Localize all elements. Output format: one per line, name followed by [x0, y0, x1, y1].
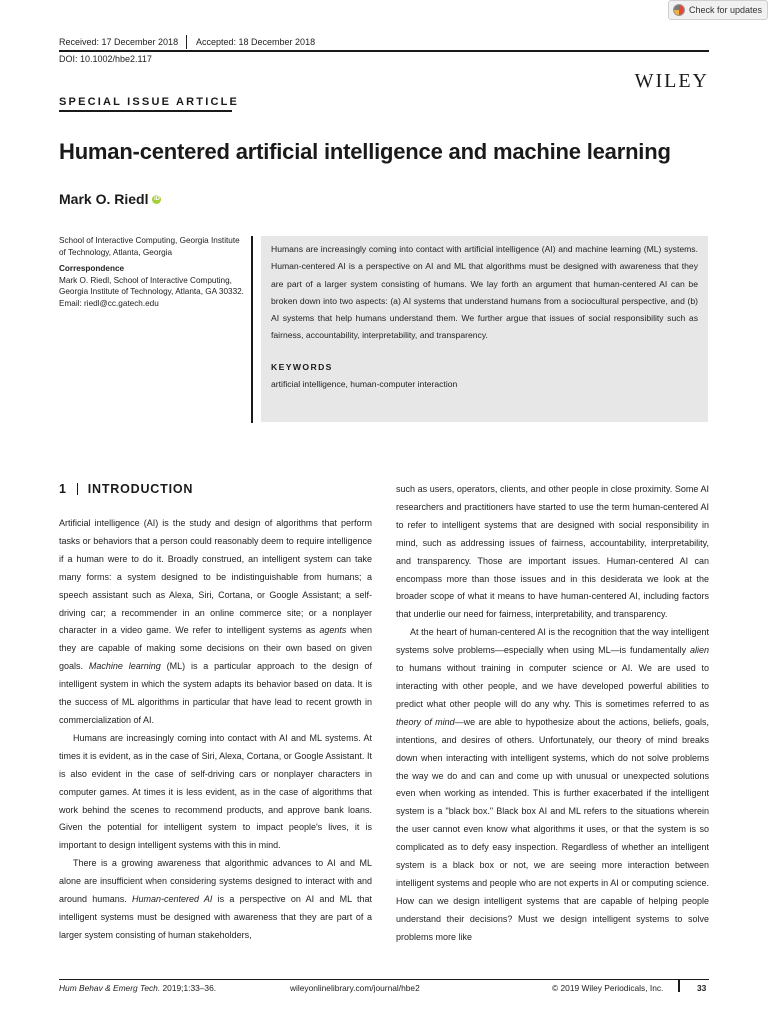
body-column-left	[59, 515, 372, 945]
article-type-underline	[59, 110, 232, 112]
page-number: 33	[697, 983, 707, 993]
text-run: is a perspective on AI and ML that intelligent systems must be designed with awareness that they are part of a larger system consisting of human stakeholders,	[59, 894, 372, 940]
paragraph	[59, 515, 372, 730]
text-run: At the heart of human-centered AI is the recognition that the way intelligent systems solve problems—especially when using ML—is fundamentally	[396, 627, 709, 656]
accepted-date: Accepted: 18 December 2018	[196, 37, 316, 47]
article-title: Human-centered artificial intelligence and machine learning	[59, 139, 671, 164]
section-divider	[77, 483, 78, 495]
abstract-text: Humans are increasingly coming into contact with artificial intelligence (AI) and machine learning (ML) systems. Human-centered AI is a perspective on AI and ML that algorithms must be designed with awareness that they are part of a larger system consisting of humans. We lay forth an argument that human-centered AI can be broken down into two aspects: (a) AI systems that understand humans from a sociocultural perspective, and (b) AI systems that help humans understand them. We further argue that issues of social responsibility such as fairness, accountability, interpretability, and transparency.	[271, 244, 698, 341]
journal-name: Hum Behav & Emerg Tech.	[59, 983, 161, 993]
publisher-logo: WILEY	[634, 70, 709, 92]
paragraph	[396, 624, 709, 946]
paragraph	[59, 855, 372, 945]
affiliation-block	[59, 235, 244, 310]
doi[interactable]: DOI: 10.1002/hbe2.117	[59, 54, 152, 64]
crossmark-icon	[673, 4, 685, 16]
footer-divider	[678, 980, 680, 992]
article-type: SPECIAL ISSUE ARTICLE	[59, 96, 240, 108]
text-run: (ML) is a particular approach to the design of intelligent system in which the system adapts its behavior based on data. It is the success of ML algorithms in particular that have lead to recent growth in commercialization of AI.	[59, 661, 372, 725]
meta-divider	[186, 35, 187, 49]
check-for-updates-button[interactable]	[668, 0, 768, 20]
author-row	[59, 191, 161, 207]
footer-citation	[59, 983, 216, 993]
keywords: artificial intelligence, human-computer interaction	[271, 378, 458, 389]
correspondence-text: Mark O. Riedl, School of Interactive Computing, Georgia Institute of Technology, Atlanta, GA 30332.	[59, 275, 244, 297]
emphasis: theory of mind	[396, 716, 455, 727]
text-run: to humans without training in computer science or AI. We are used to interacting with other people, and we have developed powerful abilities to predict what other people will do any why. This is sometimes referred to as	[396, 663, 709, 709]
correspondence-heading: Correspondence	[59, 264, 125, 274]
section-number: 1	[59, 482, 67, 496]
affiliation-institution: School of Interactive Computing, Georgia Institute of Technology, Atlanta, Georgia	[59, 236, 240, 257]
received-date: Received: 17 December 2018	[59, 37, 179, 47]
paragraph: such as users, operators, clients, and other people in close proximity. Some AI researchers and practitioners have started to use the term human-centered AI to refer to intelligent systems that are designed with social responsibility in mind, such as addressing issues of fairness, accountability, interpretability, and transparency. Those are important issues. Human-centered AI can encompass more than those issues and in this desiderata we look at the broader scope of what it means to have human-centered AI, including factors that underlie our need for fairness, interpretability, and transparency.	[396, 484, 709, 620]
footer-rule	[59, 979, 709, 980]
abstract-divider	[251, 236, 253, 423]
abstract-box	[261, 236, 708, 422]
journal-url-link[interactable]: wileyonlinelibrary.com/journal/hbe2	[290, 983, 420, 993]
orcid-icon[interactable]: iD	[153, 196, 160, 202]
emphasis: alien	[689, 645, 709, 656]
correspondence-email[interactable]: Email: riedl@cc.gatech.edu	[59, 298, 159, 308]
section-title: INTRODUCTION	[87, 482, 194, 496]
header-rule	[59, 50, 709, 52]
keywords-heading: KEYWORDS	[271, 361, 333, 372]
text-run: —we are able to hypothesize about the actions, beliefs, goals, intentions, and desires of others. Unfortunately, our theory of mind breaks down when interacting with intelligent systems, which do not solve problems the way we do and can and come up with unusual or unexpected solutions even when working as intended. This is further exacerbated if the intelligent system is a "black box." Black box AI and ML refers to the situations wherein the user cannot even know what algorithms it uses, or that the system is so complicated as to defy easy inspection. Regardless of whether an intelligent system is a black box or not, we are seeing more interaction between intelligent systems and people who are not experts in AI or computing science. How can we design intelligent systems that are capable of helping people understand their decisions? Must we design intelligent systems to solve problems more like	[396, 716, 710, 942]
copyright: © 2019 Wiley Periodicals, Inc.	[552, 983, 664, 993]
emphasis: Machine learning	[88, 661, 161, 672]
text-run: There is a growing awareness that algorithmic advances to AI and ML alone are insufficient when considering systems designed to interact with and around humans.	[59, 858, 372, 905]
citation: 2019;1:33–36.	[160, 983, 217, 993]
paragraph: Humans are increasingly coming into contact with AI and ML systems. At times it is evident, as in the case of Siri, Alexa, Cortana, or Google Assistant. It is also evident in the case of self-driving cars or nonplayer characters in computer games. At times it is less evident, as in the case of algorithms that work behind the scenes to recommend products, and approve bank loans. Given the potential for intelligent system to impact people's lives, it is important to design intelligent systems with this in mind.	[59, 732, 372, 851]
section-heading	[59, 482, 193, 496]
author-name[interactable]: Mark O. Riedl	[59, 191, 149, 207]
text-run: when they are capable of making some decisions on their own based on given goals.	[59, 625, 372, 672]
body-column-right	[396, 481, 709, 947]
emphasis: agents	[319, 625, 347, 636]
text-run: Artificial intelligence (AI) is the study and design of algorithms that perform tasks or behaviors that a person could reasonably deem to require intelligence if a human were to do it. Broadly construed, an intelligent system can take many forms: a system designed to be indistinguishable from humans; a speech assistant such as Alexa, Siri, Cortana, or Google Assistant; a self-driving car; a recommender in an online commerce site; or a nonplayer character in a video game. We refer to intelligent systems as	[59, 518, 372, 636]
emphasis: Human-centered AI	[132, 894, 213, 905]
check-for-updates-label: Check for updates	[689, 5, 763, 15]
